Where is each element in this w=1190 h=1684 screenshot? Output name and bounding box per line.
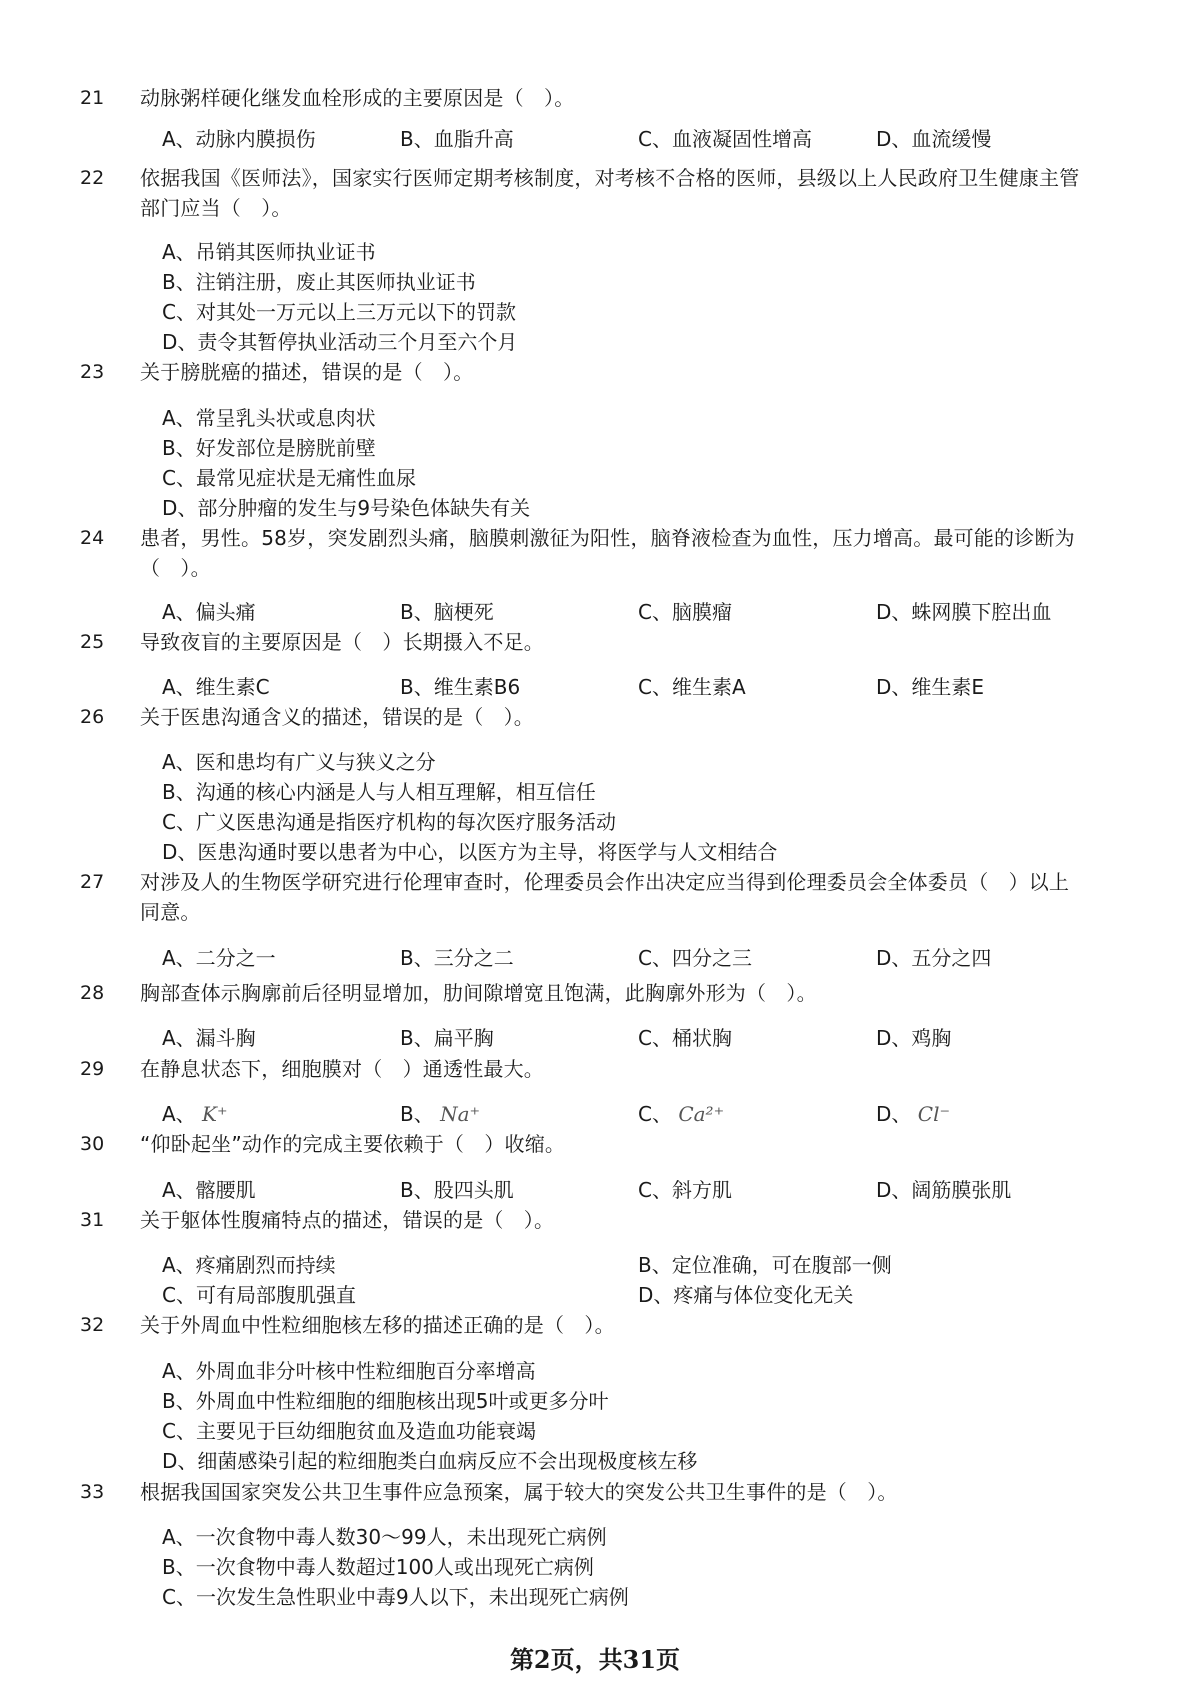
option-a: A、一次食物中毒人数30～99人，未出现死亡病例 [162,1525,607,1549]
option-a: A、维生素C [162,675,270,699]
option-b: B、维生素B6 [400,675,521,699]
option-b: B、好发部位是膀胱前壁 [162,436,376,460]
option-d: D、细菌感染引起的粒细胞类白血病反应不会出现极度核左移 [162,1449,698,1473]
option-b: B、扁平胸 [400,1026,494,1050]
question-text: 胸部查体示胸廓前后径明显增加，肋间隙增宽且饱满，此胸廓外形为（ ）。 [140,981,817,1005]
question-number: 25 [80,631,105,653]
option-d: D、责令其暂停执业活动三个月至六个月 [162,330,518,354]
option-d: D、五分之四 [876,946,992,970]
option-a: A、疼痛剧烈而持续 [162,1253,336,1277]
option-c: C、血液凝固性增高 [638,127,812,151]
option-c: C、最常见症状是无痛性血尿 [162,466,416,490]
question-text: 关于外周血中性粒细胞核左移的描述正确的是（ ）。 [140,1313,615,1337]
option-b: B、股四头肌 [400,1178,514,1202]
option-d: D、维生素E [876,675,985,699]
option-b: B、沟通的核心内涵是人与人相互理解，相互信任 [162,780,596,804]
option-a: A、外周血非分叶核中性粒细胞百分率增高 [162,1359,536,1383]
option-d: D、鸡胸 [876,1026,952,1050]
question-text: 在静息状态下，细胞膜对（ ）通透性最大。 [140,1057,544,1081]
question-number: 33 [80,1481,105,1503]
option-b: B、定位准确，可在腹部一侧 [638,1253,892,1277]
option-c: C、广义医患沟通是指医疗机构的每次医疗服务活动 [162,810,616,834]
question-number: 22 [80,167,105,189]
option-b: B、一次食物中毒人数超过100人或出现死亡病例 [162,1555,594,1579]
ion-symbol: Na⁺ [440,1102,481,1126]
option-d: D、蛛网膜下腔出血 [876,600,1052,624]
option-d [876,1099,950,1129]
question-text: 关于膀胱癌的描述，错误的是（ ）。 [140,360,474,384]
question-number: 32 [80,1314,105,1336]
ion-symbol: K⁺ [202,1102,228,1126]
ion-symbol: Ca²⁺ [678,1102,725,1126]
option-a: A、常呈乳头状或息肉状 [162,406,376,430]
question-text: 关于躯体性腹痛特点的描述，错误的是（ ）。 [140,1208,555,1232]
question-text: 关于医患沟通含义的描述，错误的是（ ）。 [140,705,534,729]
question-number: 28 [80,982,105,1004]
option-b: B、外周血中性粒细胞的细胞核出现5叶或更多分叶 [162,1389,609,1413]
option-a: A、动脉内膜损伤 [162,127,316,151]
option-label: A、 [162,1102,196,1126]
option-d: D、部分肿瘤的发生与9号染色体缺失有关 [162,496,531,520]
option-a [162,1099,228,1129]
question-text: 动脉粥样硬化继发血栓形成的主要原因是（ ）。 [140,86,575,110]
option-c: C、脑膜瘤 [638,600,732,624]
question-text: “仰卧起坐”动作的完成主要依赖于（ ）收缩。 [140,1132,566,1156]
page-footer: 第2页，共31页 [509,1645,681,1674]
option-c: C、四分之三 [638,946,752,970]
question-number: 24 [80,527,105,549]
question-number: 31 [80,1209,105,1231]
question-number: 29 [80,1058,105,1080]
option-a: A、吊销其医师执业证书 [162,240,376,264]
option-c [638,1099,724,1129]
option-d: D、血流缓慢 [876,127,992,151]
option-b: B、脑梗死 [400,600,494,624]
question-text: 患者，男性。58岁，突发剧烈头痛，脑膜刺激征为阳性，脑脊液检查为血性，压力增高。最可能的诊断为（ ）。 [140,526,1075,580]
question-text: 导致夜盲的主要原因是（ ）长期摄入不足。 [140,630,544,654]
option-b [400,1099,480,1129]
option-d: D、阔筋膜张肌 [876,1178,1012,1202]
option-c: C、可有局部腹肌强直 [162,1283,356,1307]
option-c: C、斜方肌 [638,1178,732,1202]
option-c: C、桶状胸 [638,1026,732,1050]
question-number: 23 [80,361,105,383]
option-d: D、医患沟通时要以患者为中心，以医方为主导，将医学与人文相结合 [162,840,778,864]
option-a: A、偏头痛 [162,600,256,624]
option-c: C、主要见于巨幼细胞贫血及造血功能衰竭 [162,1419,536,1443]
question-number: 26 [80,706,105,728]
option-label: B、 [400,1102,434,1126]
question-number: 27 [80,871,105,893]
option-a: A、漏斗胸 [162,1026,256,1050]
option-b: B、注销注册，废止其医师执业证书 [162,270,476,294]
option-a: A、医和患均有广义与狭义之分 [162,750,436,774]
question-text: 依据我国《医师法》，国家实行医师定期考核制度，对考核不合格的医师，县级以上人民政府卫生健康主管部门应当（ ）。 [140,166,1080,220]
question-number: 21 [80,87,105,109]
option-d: D、疼痛与体位变化无关 [638,1283,854,1307]
option-b: B、血脂升高 [400,127,514,151]
ion-symbol: Cl⁻ [917,1102,951,1126]
question-text: 根据我国国家突发公共卫生事件应急预案，属于较大的突发公共卫生事件的是（ ）。 [140,1480,898,1504]
option-label: D、 [876,1102,912,1126]
option-c: C、维生素A [638,675,746,699]
question-text: 对涉及人的生物医学研究进行伦理审查时，伦理委员会作出决定应当得到伦理委员会全体委员（ ）以上同意。 [140,870,1070,924]
option-a: A、二分之一 [162,946,276,970]
option-label: C、 [638,1102,672,1126]
option-c: C、一次发生急性职业中毒9人以下，未出现死亡病例 [162,1585,629,1609]
option-c: C、对其处一万元以上三万元以下的罚款 [162,300,516,324]
option-b: B、三分之二 [400,946,514,970]
option-a: A、髂腰肌 [162,1178,256,1202]
question-number: 30 [80,1133,105,1155]
